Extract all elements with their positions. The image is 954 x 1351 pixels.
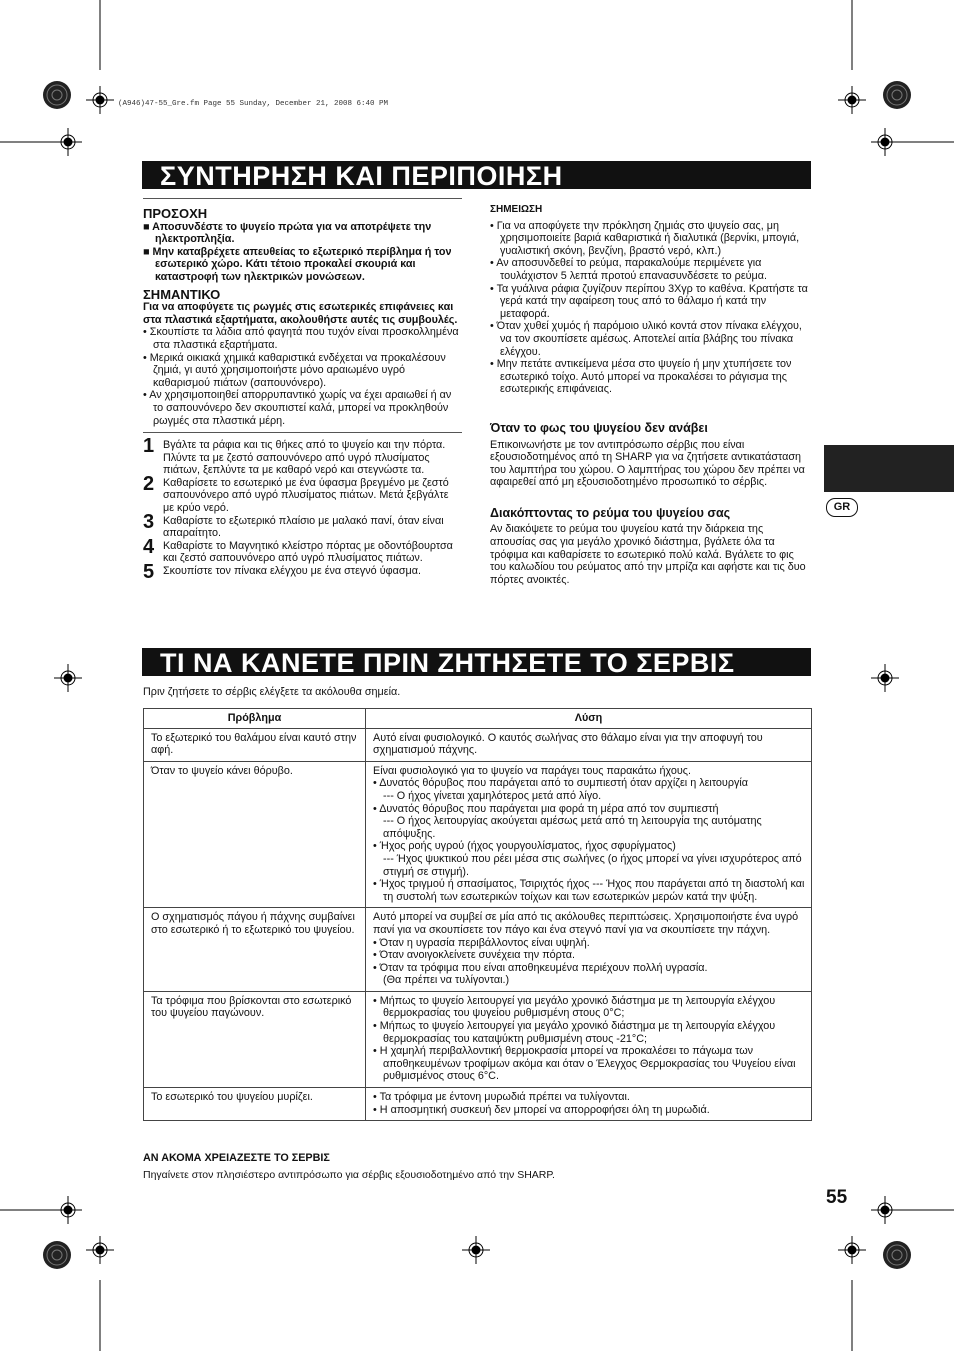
step-number: 4 <box>143 535 155 558</box>
important-item: • Αν χρησιμοποιηθεί απορρυπαντικό χωρίς να έχει αραιωθεί ή αν το σαπουνόνερο δεν σκουπιστεί καλά, μπορεί να προκληθούν ρωγμές στα πλαστικά μέρη. <box>143 389 452 427</box>
important-item: • Σκουπίστε τα λάδια από φαγητά που τυχόν είναι προσκολλημένα στα πλαστικά εξαρτήματα. <box>143 326 459 351</box>
solution-bullet: • Ήχος ροής υγρού (ήχος γουργουλίσματος, ήχος σφυρίγματος) <box>373 840 676 853</box>
important-item: • Μερικά οικιακά χημικά καθαριστικά ενδέχεται να προκαλέσουν ζημιά, γι αυτό χρησιμοποιήστε μόνο αραιωμένο υγρό καθαρισμού πιάτων (σαπουνόνερο). <box>143 351 446 389</box>
cleaning-step <box>143 472 462 515</box>
note-item: • Για να αποφύγετε την πρόκληση ζημιάς στο ψυγείο σας, μη χρησιμοποιείτε βαριά καθαριστικά ή διαλυτικά (βερνίκι, μπογιά, γυαλιστική σκόνη, βενζίνη, βραστό νερό, κλπ.) <box>490 219 800 257</box>
note-item: • Αν αποσυνδεθεί το ρεύμα, παρακαλούμε περιμένετε για τουλάχιστον 5 λεπτά προτού επανασυνδέσετε το ρεύμα. <box>490 257 768 282</box>
problem-cell: Το εξωτερικό του θαλάμου είναι καυτό στην αφή. <box>144 728 366 761</box>
solution-header: Λύση <box>366 709 812 729</box>
troubleshooting-table <box>143 708 812 1121</box>
note-item: • Μην πετάτε αντικείμενα μέσα στο ψυγείο ή μην χτυπήσετε τον εσωτερικό τοίχο. Αυτό μπορεί να προκαλέσει το ράγισμα της εσωτερικής επιφάνειας. <box>490 358 792 396</box>
service-section-title: ΤΙ ΝΑ ΚΑΝΕΤΕ ΠΡΙΝ ΖΗΤΗΣΕΤΕ ΤΟ ΣΕΡΒΙΣ <box>142 648 811 676</box>
light-section-title: Όταν το φως του ψυγείου δεν ανάβει <box>490 420 708 435</box>
table-row <box>144 991 812 1087</box>
solution-bullet: • Η χαμηλή περιβαλλοντική θερμοκρασία μπορεί να προκαλέσει το πάγωμα των αποθηκευμένων τροφίμων ακόμα και όταν ο Έλεγχος Θερμοκρασίας του Ψυγείου είναι ρυθμισμένος στους 6°C. <box>373 1045 796 1083</box>
step-number: 3 <box>143 510 155 533</box>
solution-bullet: • Δυνατός θόρυβος που παράγεται μια φορά τη μέρα από τον συμπιεστή <box>373 802 719 815</box>
table-row <box>144 908 812 992</box>
file-info-header: (A946)47-55_Gre.fm Page 55 Sunday, December 21, 2008 6:40 PM <box>118 100 389 108</box>
step-number: 2 <box>143 472 155 495</box>
solution-text: Αυτό είναι φυσιολογικό. Ο καυτός σωλήνας στο θάλαμο είναι για την αποφυγή του σχηματισμού πάχνης. <box>373 731 763 757</box>
solution-cell <box>366 908 812 992</box>
solution-bullet: • Μήπως το ψυγείο λειτουργεί για μεγάλο χρονικό διάστημα με τη λειτουργία ελέγχου θερμοκρασίας του καταψύκτη ρυθμισμένη στους -21°C; <box>373 1020 776 1045</box>
page-number: 55 <box>826 1187 848 1208</box>
caution-title: ΠΡΟΣΟΧΗ <box>143 206 208 221</box>
step-text: Καθαρίστε το εξωτερικό πλαίσιο με μαλακό πανί, όταν είναι απαραίτητο. <box>163 514 444 540</box>
note-item: • Όταν χυθεί χυμός ή παρόμοιο υλικό κοντά στον πίνακα ελέγχου, να τον σκουπίσετε αμέσως. Αποτελεί αιτία βλάβης του πίνακα ελέγχου. <box>490 320 802 358</box>
power-section-title: Διακόπτοντας το ρεύμα του ψυγείου σας <box>490 505 731 520</box>
solution-cell <box>366 1088 812 1121</box>
maintenance-section-title: ΣΥΝΤΗΡΗΣΗ ΚΑΙ ΠΕΡΙΠΟΙΗΣΗ <box>142 161 811 189</box>
problem-header: Πρόβλημα <box>144 709 366 729</box>
solution-subtext: --- Ο ήχος λειτουργίας ακούγεται αμέσως μετά από τη λειτουργία της αυτόματης απόψυξης. <box>383 815 762 840</box>
note-item: • Τα γυάλινα ράφια ζυγίζουν περίπου 3Χγρ το καθένα. Κρατήστε τα γερά κατά την αφαίρεση τους από το θάλαμο ή κατά την μεταφορά. <box>490 282 808 320</box>
solution-cell <box>366 991 812 1087</box>
solution-bullet: • Όταν η υγρασία περιβάλλοντος είναι υψηλή. <box>373 936 590 949</box>
solution-bullet: • Μήπως το ψυγείο λειτουργεί για μεγάλο χρονικό διάστημα με τη λειτουργία ελέγχου θερμοκρασίας του ψυγείου ρυθμισμένη στους 0°C; <box>373 994 776 1020</box>
note-title: ΣΗΜΕΙΩΣΗ <box>490 204 543 215</box>
solution-bullet: • Τα τρόφιμα με έντονη μυρωδιά πρέπει να τυλίγονται. <box>373 1091 630 1104</box>
cleaning-step <box>143 510 462 540</box>
solution-bullet: • Η αποσμητική συσκευή δεν μπορεί να απορροφήσει όλη τη μυρωδιά. <box>373 1103 710 1116</box>
important-intro: Για να αποφύγετε τις ρωγμές στις εσωτερικές επιφάνειες και στα πλαστικά εξαρτήματα, ακολουθήστε αυτές τις συμβουλές. <box>143 301 458 326</box>
caution-item: ■ Αποσυνδέστε το ψυγείο πρώτα για να αποτρέψετε την ηλεκτροπληξία. <box>143 220 432 246</box>
solution-subtext: --- Ήχος ψυκτικού που ρέει μέσα στις σωλήνες (ο ήχος μπορεί να γίνει ισχυρότερος από στιγμή σε στιγμή). <box>383 852 802 878</box>
step-text: Σκουπίστε τον πίνακα ελέγχου με ένα στεγνό ύφασμα. <box>163 565 421 578</box>
divider <box>143 198 462 199</box>
solution-subtext: --- Ο ήχος γίνεται χαμηλότερος μετά από λίγο. <box>383 789 602 802</box>
solution-text: Είναι φυσιολογικό για το ψυγείο να παράγει τους παρακάτω ήχους. <box>373 764 691 777</box>
caution-item: ■ Μην καταβρέχετε απευθείας το εξωτερικό περίβλημα ή τον εσωτερικό χώρο. Κάτι τέτοιο προκαλεί σκουριά και καταστροφή των ηλεκτρικών μονώσεων. <box>143 245 452 283</box>
important-title: ΣΗΜΑΝΤΙΚΟ <box>143 286 221 302</box>
language-badge: GR <box>826 498 858 517</box>
problem-cell: Όταν το ψυγείο κάνει θόρυβο. <box>144 761 366 908</box>
table-row <box>144 728 812 761</box>
right-column <box>490 198 812 586</box>
table-row <box>144 1088 812 1121</box>
divider <box>143 432 462 433</box>
solution-bullet: • Όταν τα τρόφιμα που είναι αποθηκευμένα περιέχουν πολλή υγρασία. <box>373 961 708 974</box>
solution-bullet: • Δυνατός θόρυβος που παράγεται από το συμπιεστή όταν αρχίζει η λειτουργία <box>373 777 749 790</box>
footer-title: ΑΝ ΑΚΟΜΑ ΧΡΕΙΑΖΕΣΤΕ ΤΟ ΣΕΡΒΙΣ <box>143 1152 330 1164</box>
service-intro: Πριν ζητήσετε το σέρβις ελέγξετε τα ακόλουθα σημεία. <box>143 686 401 698</box>
step-text: Καθαρίσετε το εσωτερικό με ένα ύφασμα βρεγμένο με ζεστό σαπουνόνερο από υγρό πλυσίματος πιάτων. Μετά ξεβγάλτε με κρύο νερό. <box>163 476 449 515</box>
language-tab <box>824 445 954 492</box>
step-number: 1 <box>143 435 155 458</box>
problem-cell: Το εσωτερικό του ψυγείου μυρίζει. <box>144 1088 366 1121</box>
cleaning-step <box>143 535 462 565</box>
cleaning-step <box>143 435 462 477</box>
cleaning-step <box>143 561 462 584</box>
table-row <box>144 761 812 908</box>
problem-cell: Τα τρόφιμα που βρίσκονται στο εσωτερικό του ψυγείου παγώνουν. <box>144 991 366 1087</box>
light-section-text: Επικοινωνήστε με τον αντιπρόσωπο σέρβις που είναι εξουσιοδοτημένος από τη SHARP για να ζητήσετε αντικατάσταση του λαμπτήρα του χώρου. Ο λαμπτήρας του χώρου δεν πρέπει να αφαιρεθεί από μη εξουσιοδοτημένο προσωπικό το σέρβις. <box>490 438 805 489</box>
solution-subtext: (Θα πρέπει να τυλίγονται.) <box>383 974 510 987</box>
footer-text: Πηγαίνετε στον πλησιέστερο αντιπρόσωπο για σέρβις εξουσιοδοτημένο από την SHARP. <box>143 1169 555 1181</box>
solution-cell <box>366 761 812 908</box>
step-number: 5 <box>143 561 155 584</box>
solution-cell <box>366 728 812 761</box>
power-section-text: Αν διακόψετε το ρεύμα του ψυγείου κατά την διάρκεια της απουσίας σας για μεγάλο χρονικό διάστημα, βγάλετε όλα τα τρόφιμα και καθαρίσετε το εσωτερικό πολύ καλά. Βγάλετε το φις του καλωδίου του ρεύματος από την μπρίζα και αφήστε και τις δυο πόρτες ανοικτές. <box>490 523 806 586</box>
solution-text: Αυτό μπορεί να συμβεί σε μία από τις ακόλουθες περιπτώσεις. Χρησιμοποιήστε ένα υγρό πανί για να σκουπίσετε τον πάγο και ένα στεγνό πανί για να σκουπίσετε την πάχνη. <box>373 911 799 936</box>
solution-bullet: • Όταν ανοιγοκλείνετε συνέχεια την πόρτα. <box>373 949 576 962</box>
problem-cell: Ο σχηματισμός πάγου ή πάχνης συμβαίνει στο εσωτερικό ή το εξωτερικό του ψυγείου. <box>144 908 366 992</box>
step-text: Βγάλτε τα ράφια και τις θήκες από το ψυγείο και την πόρτα. Πλύντε τα με ζεστό σαπουνόνερο από υγρό πλυσίματος πιάτων, ξεπλύντε τα με καθαρό νερό και στεγνώστε τα. <box>163 439 446 477</box>
step-text: Καθαρίστε το Μαγνητικό κλείστρο πόρτας με οδοντόβουρτσα και ζεστό σαπουνόνερο από υγρό πλυσίματος πιάτων. <box>163 539 453 565</box>
solution-bullet: • Ήχος τριγμού ή σπασίματος, Τσιριχτός ήχος --- Ήχος που παράγεται από τη διαστολή και τη συστολή των εσωτερικών τοίχων και των εσωτερικών μερών κατά την ψύξη. <box>373 878 805 903</box>
left-column <box>143 198 462 584</box>
